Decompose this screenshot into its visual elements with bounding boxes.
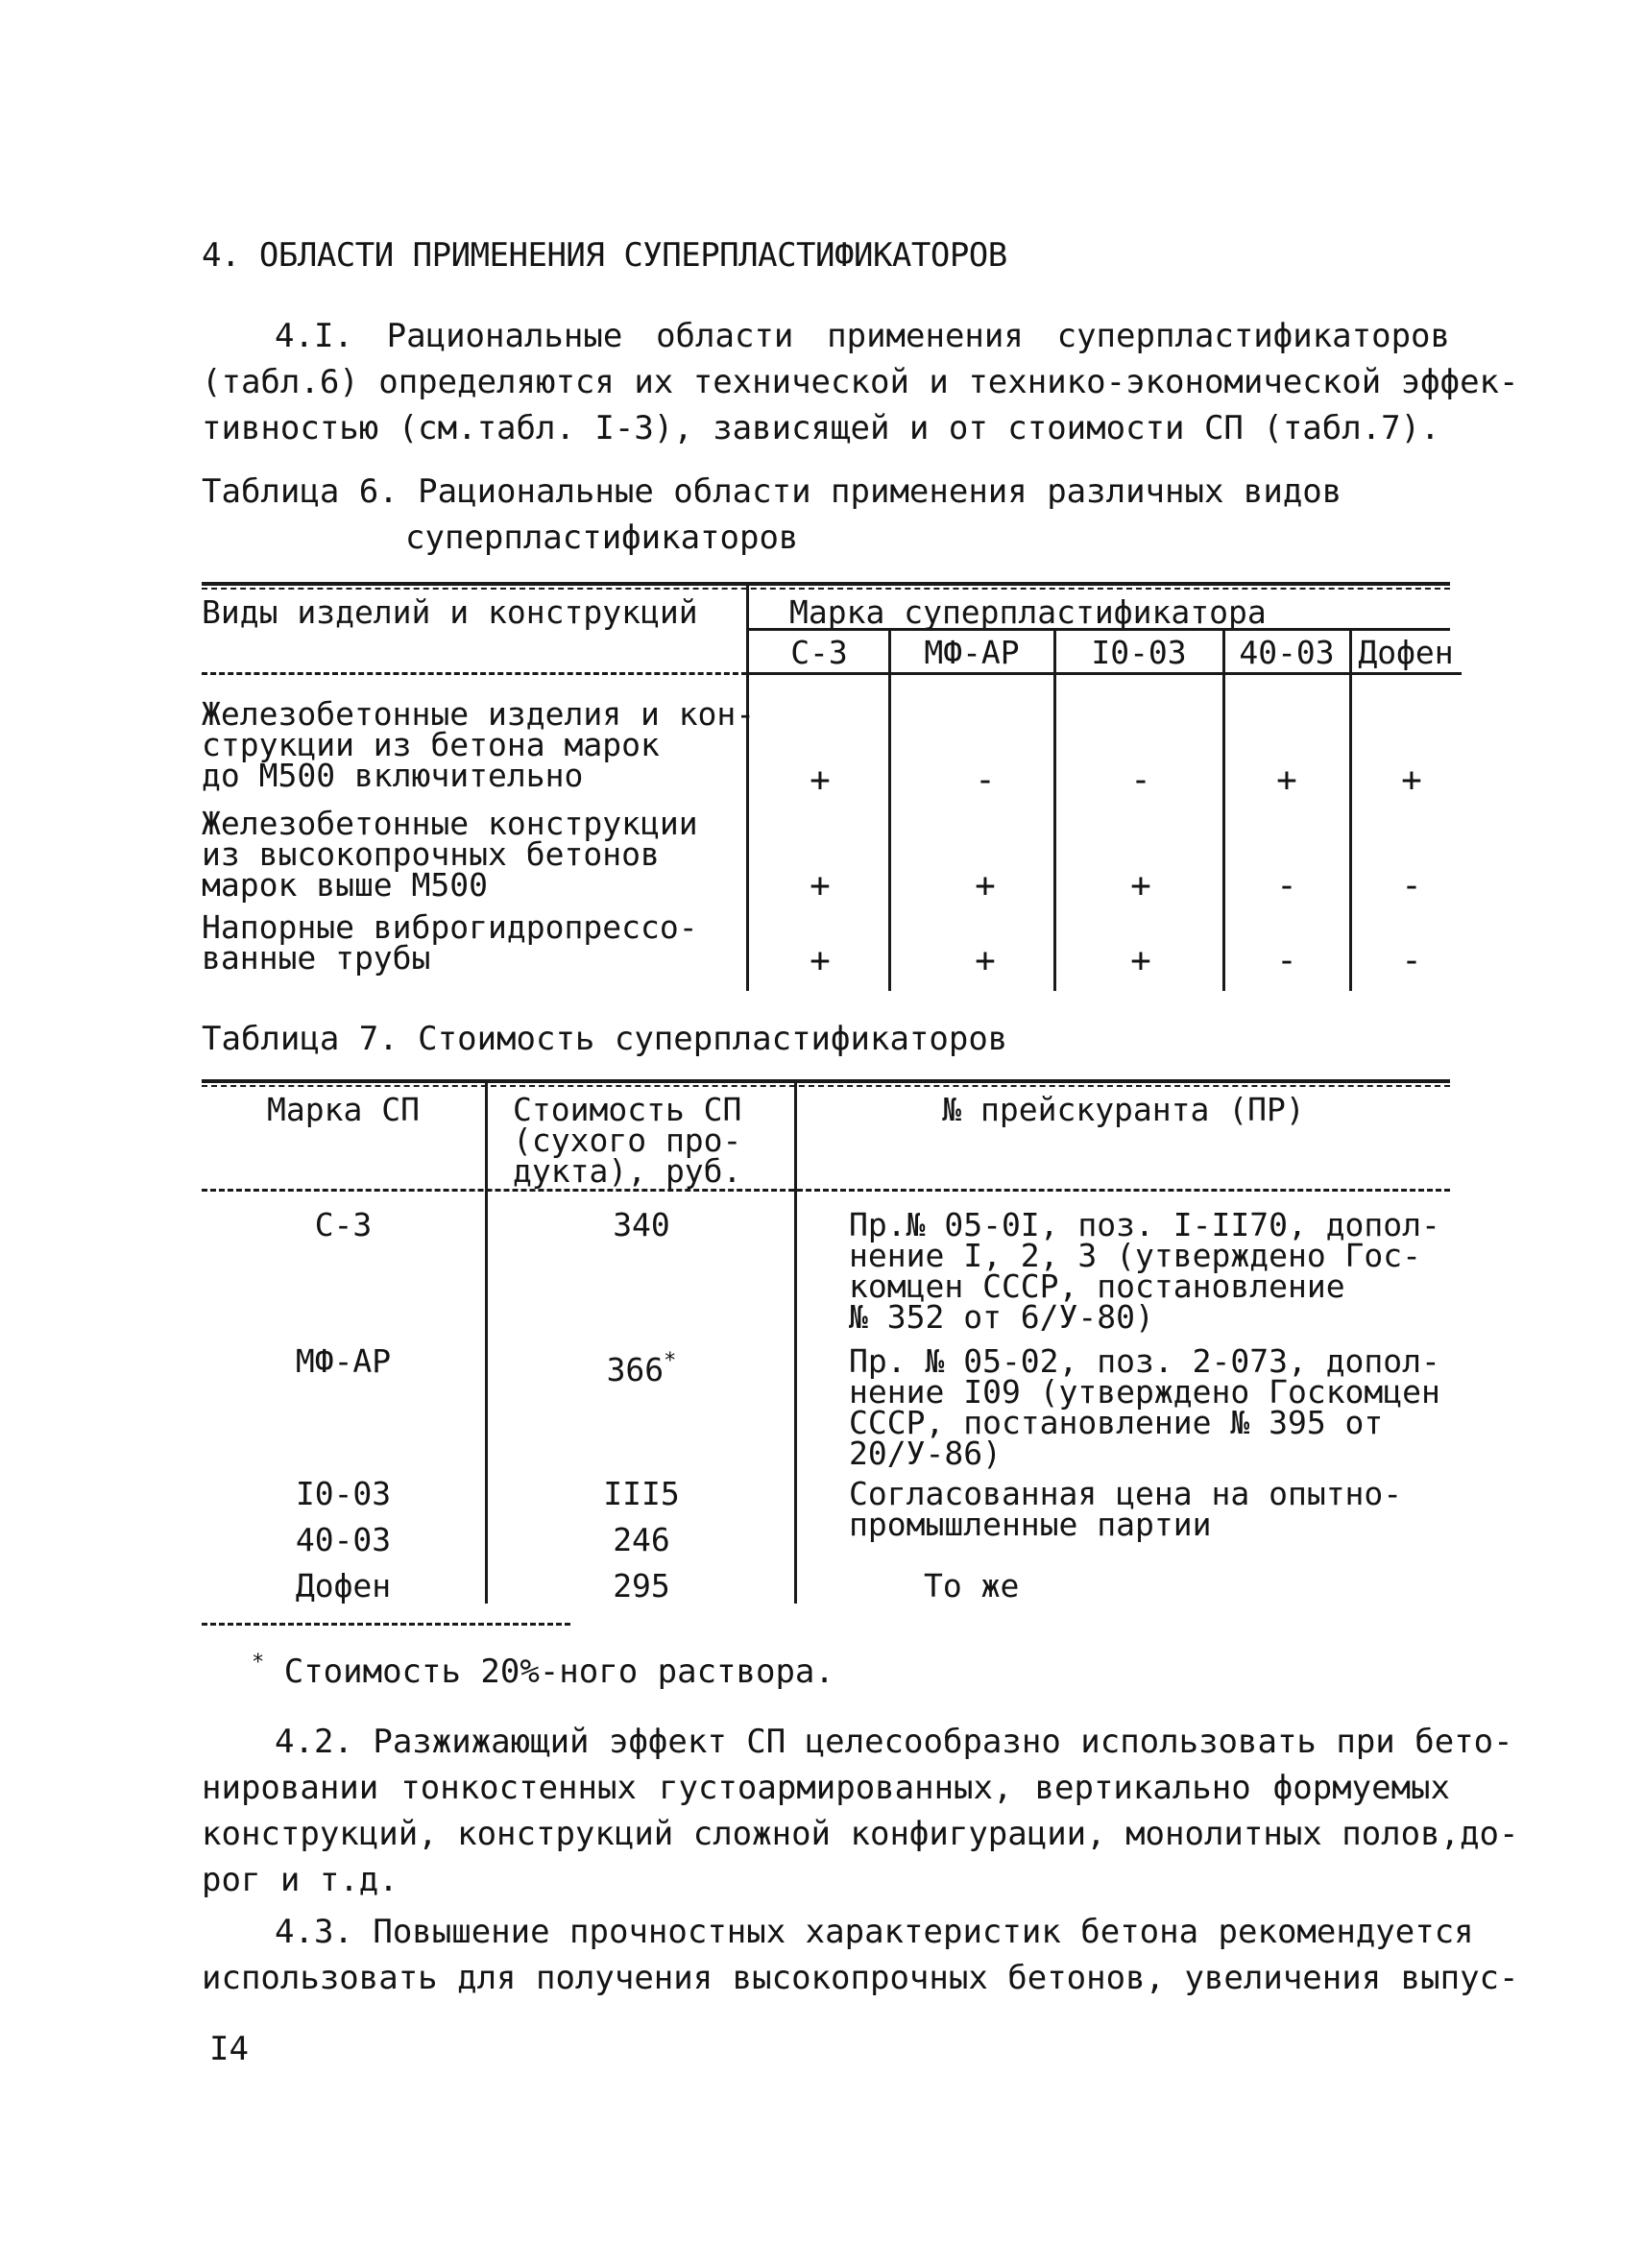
table6-mark: +	[810, 941, 831, 980]
table7-row-cost: 340	[613, 1206, 670, 1243]
table7-row-note	[849, 1475, 1403, 1543]
table7-row-cost: III5	[603, 1475, 680, 1512]
table6-mark: +	[1130, 941, 1151, 980]
table6-mark: -	[1401, 941, 1422, 980]
paragraph-line: использовать для получения высокопрочных бетонов, увеличения выпус-	[202, 1959, 1519, 1997]
row-label-line: ванные трубы	[202, 939, 431, 977]
table6-vrule	[1349, 630, 1352, 991]
paragraph-line: нировании тонкостенных густоармированных, вертикально формуемых	[202, 1769, 1450, 1807]
note-line: комцен СССР, постановление	[849, 1267, 1345, 1305]
paragraph-line: тивностью (см.табл. I-3), зависящей и от стоимости СП (табл.7).	[202, 409, 1440, 447]
table7-caption: Таблица 7. Стоимость суперпластификаторов	[202, 1020, 1008, 1058]
table6-header-rule-left	[202, 672, 747, 675]
paragraph-line: рог и т.д.	[202, 1861, 399, 1899]
footnote-text: Стоимость 20%-ного раствора.	[264, 1653, 834, 1691]
table6-mark: +	[975, 941, 996, 980]
section-title: 4. ОБЛАСТИ ПРИМЕНЕНИЯ СУПЕРПЛАСТИФИКАТОРОВ	[202, 236, 1007, 275]
table6-mark: -	[1276, 941, 1297, 980]
table7-row-note	[849, 1342, 1440, 1472]
row-label-line: Железобетонные конструкции	[202, 805, 698, 842]
table7-row-brand: 40-03	[295, 1521, 392, 1558]
header-line: дукта), руб.	[513, 1152, 742, 1190]
table6-caption-line1: Таблица 6. Рациональные области применения различных видов	[202, 472, 1342, 511]
table6-mark: +	[1401, 760, 1422, 800]
cost-value: 366	[606, 1351, 665, 1388]
paragraph-line: 4.I. Рациональные области применения суперпластификаторов	[275, 317, 1450, 355]
row-label-line: из высокопрочных бетонов	[202, 835, 660, 873]
table6-vrule	[1222, 630, 1225, 991]
note-line: нение I09 (утверждено Госкомцен	[849, 1373, 1440, 1411]
table6-top-rule-inner	[202, 588, 1450, 590]
table6-brand-1003: I0-03	[1091, 634, 1187, 671]
paragraph-4-3	[202, 1909, 1519, 2001]
table6-mark: -	[1276, 866, 1297, 905]
table7-row-brand: Дофен	[295, 1567, 392, 1604]
table7-row-cost: 246	[613, 1521, 670, 1558]
table7-row-brand: I0-03	[295, 1475, 392, 1512]
table7-header-rule	[202, 1189, 1450, 1192]
table7-header-brand: Марка СП	[267, 1091, 420, 1128]
note-line: СССР, постановление № 395 от	[849, 1404, 1384, 1441]
row-label-line: марок выше М500	[202, 866, 489, 904]
table6-top-rule	[202, 582, 1450, 586]
table7-row-note: То же	[924, 1567, 1020, 1604]
table6-row1-label	[202, 695, 756, 794]
header-line: (сухого про-	[513, 1122, 742, 1159]
table7-top-rule-inner	[202, 1085, 1450, 1087]
table7-header-price-list: № прейскуранта (ПР)	[942, 1091, 1305, 1128]
table6-mark: +	[1130, 866, 1151, 905]
row-label-line: до М500 включительно	[202, 757, 584, 794]
table6-mark: +	[1276, 760, 1297, 800]
footnote-separator	[202, 1623, 570, 1626]
table7-header-cost	[513, 1091, 742, 1190]
table6-mark: -	[1401, 866, 1422, 905]
table6-vrule	[1053, 630, 1056, 991]
table6-brand-mfar: МФ-АР	[924, 634, 1020, 671]
note-line: Согласованная цена на опытно-	[849, 1475, 1403, 1512]
table6-mark: +	[810, 866, 831, 905]
table6-vrule	[888, 630, 891, 991]
table6-brand-4003: 40-03	[1239, 634, 1335, 671]
table7-top-rule	[202, 1079, 1450, 1083]
row-label-line: Железобетонные изделия и кон-	[202, 695, 756, 733]
table6-mark: -	[975, 760, 996, 800]
paragraph-line: (табл.6) определяются их технической и технико-экономической эффек-	[202, 363, 1519, 401]
note-line: промышленные партии	[849, 1506, 1212, 1543]
row-label-line: Напорные виброгидропрессо-	[202, 908, 698, 946]
footnote-mark: *	[252, 1651, 265, 1675]
paragraph-line: 4.3. Повышение прочностных характеристик бетона рекомендуется	[275, 1913, 1474, 1951]
header-line: Стоимость СП	[513, 1091, 742, 1128]
table7-row-cost: 295	[613, 1567, 670, 1604]
paragraph-line: 4.2. Разжижающий эффект СП целесообразно использовать при бето-	[275, 1723, 1513, 1761]
paragraph-4-1	[202, 313, 1519, 451]
table6-row2-label	[202, 805, 698, 904]
table7-row-note	[849, 1206, 1440, 1336]
table6-header-types: Виды изделий и конструкций	[202, 593, 698, 631]
table7-row-brand: С-3	[314, 1206, 373, 1243]
paragraph-line: конструкций, конструкций сложной конфигурации, монолитных полов,до-	[202, 1815, 1519, 1853]
table6-group-rule	[747, 628, 1450, 631]
table6-header-rule-right	[747, 672, 1462, 675]
table6-header-brand-group: Марка суперпластификатора	[789, 593, 1267, 631]
table6-mark: -	[1130, 760, 1151, 800]
note-line: № 352 от 6/У-80)	[849, 1298, 1154, 1336]
note-line: 20/У-86)	[849, 1435, 1002, 1472]
table6-mark: +	[810, 760, 831, 800]
table6-brand-dofen: Дофен	[1358, 634, 1454, 671]
page-number: I4	[209, 2030, 249, 2068]
paragraph-4-2	[202, 1719, 1519, 1903]
note-line: Пр.№ 05-0I, поз. I-II70, допол-	[849, 1206, 1440, 1243]
table6-row3-label	[202, 908, 698, 977]
note-line: нение I, 2, 3 (утверждено Гос-	[849, 1237, 1422, 1274]
table7-row-cost	[488, 1346, 795, 1386]
table6-mark: +	[975, 866, 996, 905]
footnote-mark: *	[664, 1349, 677, 1373]
table7-row-brand: МФ-АР	[295, 1342, 392, 1380]
footnote	[252, 1650, 834, 1693]
row-label-line: струкции из бетона марок	[202, 726, 660, 763]
table6-brand-c3: С-3	[790, 634, 848, 671]
table6-caption-line2: суперпластификаторов	[405, 519, 799, 557]
note-line: Пр. № 05-02, поз. 2-073, допол-	[849, 1342, 1440, 1380]
